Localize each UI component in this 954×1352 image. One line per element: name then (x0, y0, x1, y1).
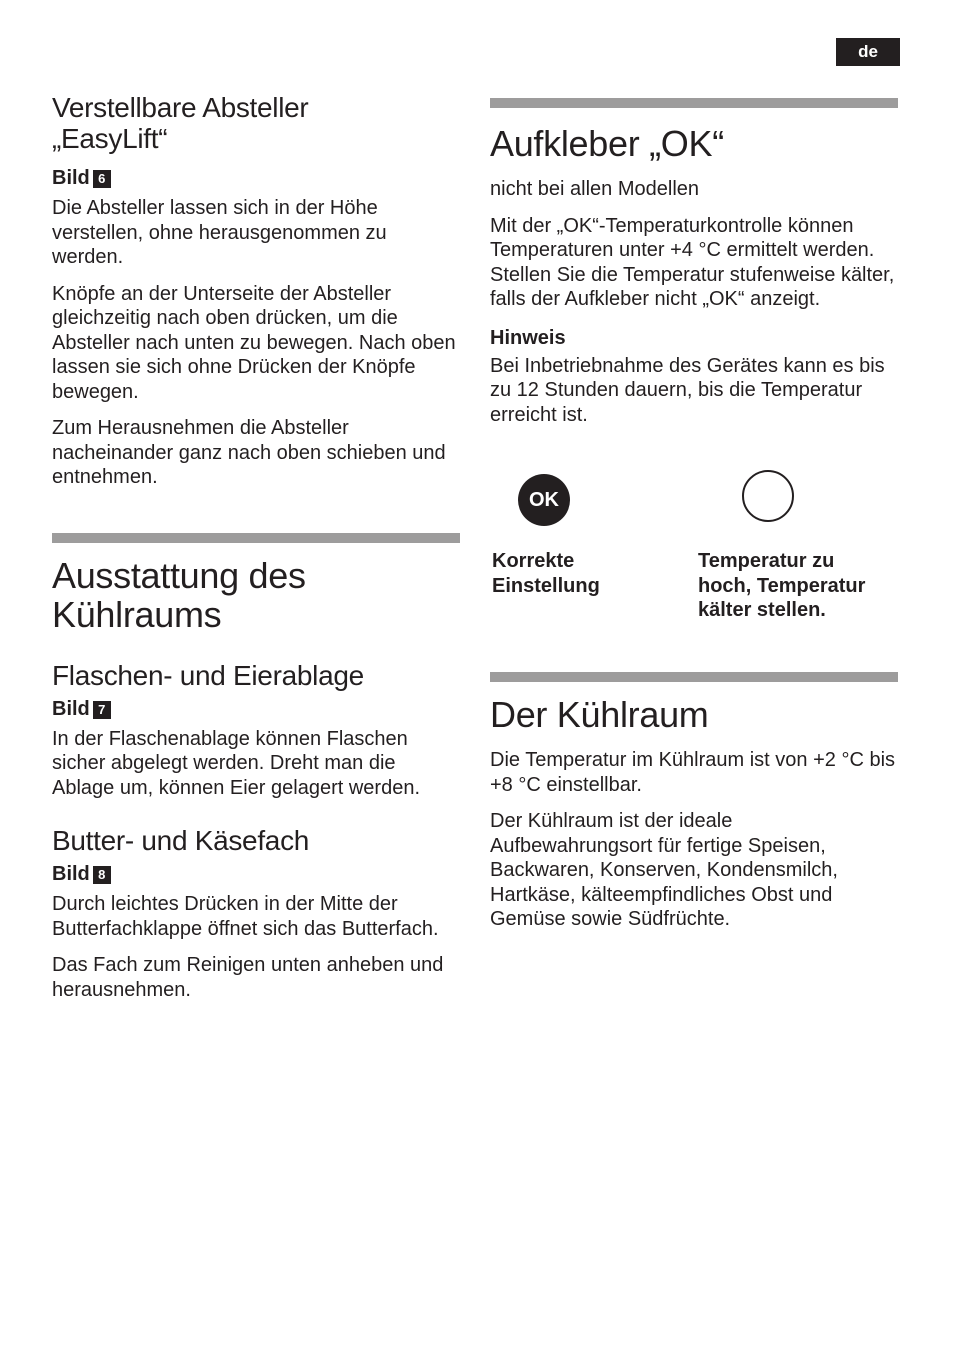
heading-line: Kühlraums (52, 593, 222, 635)
paragraph: Zum Herausnehmen die Absteller nacheinander ganz nach oben schieben und entnehmen. (52, 417, 446, 488)
heading-line: Ausstattung des (52, 554, 306, 596)
hinweis-label: Hinweis (490, 326, 566, 349)
left-column (52, 92, 460, 1002)
section-divider (490, 98, 898, 108)
figure-label: Bild (52, 167, 90, 189)
paragraph: Das Fach zum Reinigen unten anheben und herausnehmen. (52, 954, 444, 1001)
paragraph: Mit der „OK“-Temperaturkontrolle können Temperaturen unter +4 °C ermittelt werden. Stellen Sie die Temperatur stufenweise kälter, falls der Aufkleber nicht „OK“ anzeigt. (490, 214, 895, 310)
paragraph: Der Kühlraum ist der ideale Aufbewahrungsort für fertige Speisen, Backwaren, Konserven, Kondensmilch, Hartkäse, kälteempfindliches Obst und Gemüse sowie Südfrüchte. (490, 810, 838, 930)
section-heading-kuehlraum: Der Kühlraum (490, 694, 709, 735)
caption-line: Einstellung (492, 574, 600, 597)
section-kuehlraum (490, 672, 898, 932)
caption-correct-setting (492, 549, 600, 598)
caption-line: Korrekte (492, 550, 575, 572)
section-divider (490, 672, 898, 682)
language-tab: de (836, 38, 900, 66)
figure-number-badge: 7 (93, 701, 111, 719)
section-divider (52, 533, 460, 543)
right-column (490, 98, 898, 930)
hinweis-text: Bei Inbetriebnahme des Gerätes kann es bis zu 12 Stunden dauern, bis die Temperatur erreicht ist. (490, 354, 885, 426)
note-text: nicht bei allen Modellen (490, 178, 700, 200)
ok-sticker-icon: OK (518, 474, 570, 526)
figure-number-badge: 6 (93, 170, 111, 188)
paragraph: Die Temperatur im Kühlraum ist von +2 °C bis +8 °C einstellbar. (490, 749, 896, 796)
empty-sticker-icon (742, 470, 794, 522)
paragraph: Durch leichtes Drücken in der Mitte der Butterfachklappe öffnet sich das Butterfach. (52, 893, 439, 940)
figure-reference (52, 697, 460, 721)
figure-label: Bild (52, 863, 90, 885)
caption-line: kälter stellen. (698, 599, 826, 621)
caption-line: hoch, Temperatur (698, 574, 866, 597)
section-heading-ausstattung (52, 556, 460, 634)
section-heading-easylift: Verstellbare Absteller „EasyLift“ (52, 92, 309, 154)
figure-reference (52, 862, 460, 886)
paragraph: Die Absteller lassen sich in der Höhe verstellen, ohne herausgenommen zu werden. (52, 197, 387, 268)
section-heading-flaschen: Flaschen- und Eierablage (52, 659, 364, 691)
paragraph: In der Flaschenablage können Flaschen sicher abgelegt werden. Dreht man die Ablage um, können Eier gelagert werden. (52, 727, 421, 799)
figure-reference (52, 166, 460, 190)
figure-label: Bild (52, 697, 90, 720)
caption-too-warm (698, 549, 865, 623)
caption-line: Temperatur zu (698, 550, 835, 572)
section-heading-butter: Butter- und Käsefach (52, 825, 310, 856)
section-heading-aufkleber: Aufkleber „OK“ (490, 123, 724, 164)
figure-number-badge: 8 (93, 866, 111, 884)
paragraph: Knöpfe an der Unterseite der Absteller gleichzeitig nach oben drücken, um die Absteller nach unten zu bewegen. Nach oben lassen sie sich ohne Drücken der Knöpfe bewegen. (52, 282, 456, 403)
